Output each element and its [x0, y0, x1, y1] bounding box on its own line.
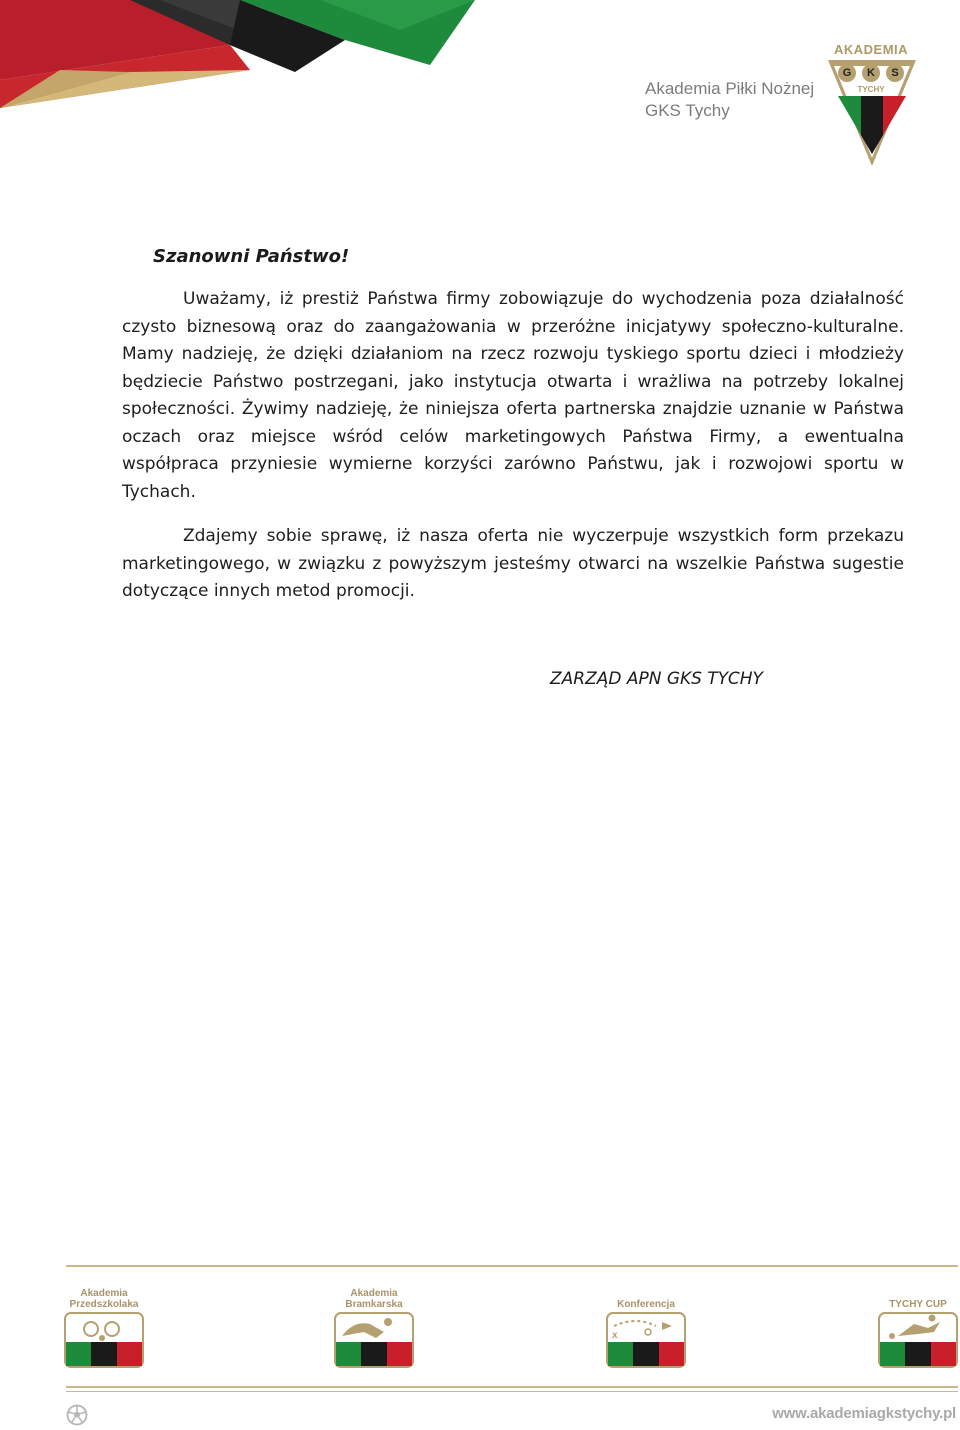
- crest-letter: G: [838, 64, 856, 82]
- badge-label: TYCHY CUP: [889, 1299, 947, 1310]
- crest-letter: S: [886, 64, 904, 82]
- badge-akademia-bramkarska: [334, 1286, 414, 1368]
- decorative-corner-graphic: [0, 0, 480, 110]
- tactics-board-icon: [606, 1312, 686, 1368]
- badge-konferencja: [606, 1286, 686, 1368]
- crest-letters: [838, 64, 904, 82]
- letter-paragraph-1: Uważamy, iż prestiż Państwa firmy zobowiązuje do wychodzenia poza działalność czysto biznesową oraz do zaangażowania w przeróżne inicjatywy społeczno-kulturalne. Mamy nadzieję, że dzięki działaniom na rzecz rozwoju tyskiego sportu dzieci i młodzieży będziecie Państwo postrzegani, jako instytucja otwarta i wrażliwa na potrzeby lokalnej społeczności. Żywimy nadzieję, że niniejsza oferta partnerska znajdzie uznanie w Państwa oczach oraz miejsce wśród celów marketingowych Państwa Firmy, a ewentualna współpraca przyniesie wymierne korzyści zarówno Państwu, jak i rozwojowi sportu w Tychach.: [122, 289, 904, 502]
- salutation: Szanowni Państwo!: [153, 246, 350, 267]
- org-name: [645, 78, 814, 122]
- children-faces-icon: [64, 1312, 144, 1368]
- player-kick-icon: [878, 1312, 958, 1368]
- org-name-line2: GKS Tychy: [645, 101, 730, 120]
- badge-label: Akademia Bramkarska: [345, 1288, 403, 1310]
- badge-tychy-cup: [878, 1286, 958, 1368]
- badge-label: Akademia Przedszkolaka: [69, 1288, 139, 1310]
- crest-title: AKADEMIA: [833, 42, 909, 57]
- website-url[interactable]: www.akademiagkstychy.pl: [772, 1405, 956, 1422]
- badge-label: Konferencja: [617, 1299, 675, 1310]
- crest-subtitle: TYCHY: [857, 85, 885, 94]
- footer-divider-top: [66, 1265, 958, 1267]
- footer-divider-bottom: [66, 1386, 958, 1388]
- org-name-line1: Akademia Piłki Nożnej: [645, 79, 815, 98]
- footer-divider-bottom-thin: [66, 1391, 958, 1392]
- football-icon: [66, 1404, 88, 1426]
- goalkeeper-icon: [334, 1312, 414, 1368]
- svg-text:x: x: [612, 1330, 618, 1341]
- letter-paragraph-2: Zdajemy sobie sprawę, iż nasza oferta nie wyczerpuje wszystkich form przekazu marketingowego, w związku z powyższym jesteśmy otwarci na wszelkie Państwa sugestie dotyczące innych metod promocji.: [122, 526, 904, 601]
- badge-akademia-przedszkolaka: [64, 1286, 144, 1368]
- club-crest-logo: [822, 40, 922, 170]
- crest-letter: K: [862, 64, 880, 82]
- signature: ZARZĄD APN GKS TYCHY: [550, 669, 763, 689]
